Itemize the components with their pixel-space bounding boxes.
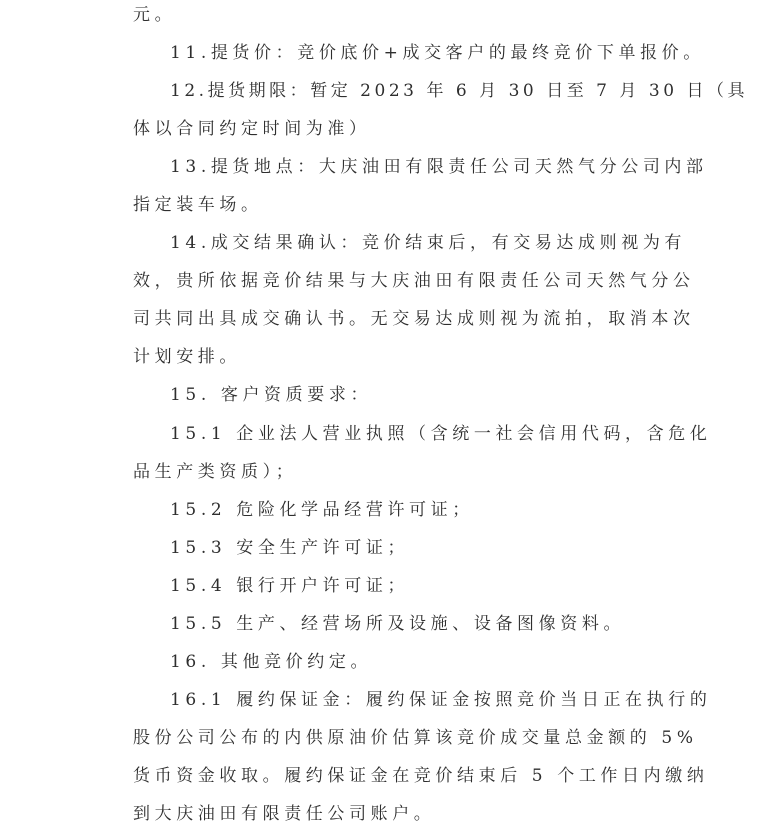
text-line-9: 司共同出具成交确认书。无交易达成则视为流拍，取消本次 [133,309,695,329]
text-line-5: 13.提货地点：大庆油田有限责任公司天然气分公司内部 [170,157,708,177]
text-line-22: 到大庆油田有限责任公司账户。 [133,804,436,824]
text-line-6: 指定装车场。 [133,195,263,215]
text-line-19: 16.1 履约保证金：履约保证金按照竞价当日正在执行的 [170,690,712,710]
text-line-16: 15.4 银行开户许可证； [170,576,410,596]
text-line-18: 16. 其他竞价约定。 [170,652,373,672]
text-line-3: 12.提货期限：暂定 2023 年 6 月 30 日至 7 月 30 日（具 [170,81,749,101]
text-line-15: 15.3 安全生产许可证； [170,538,410,558]
text-line-12: 15.1 企业法人营业执照（含统一社会信用代码，含危化 [170,424,712,444]
text-line-17: 15.5 生产、经营场所及设施、设备图像资料。 [170,614,626,634]
text-line-14: 15.2 危险化学品经营许可证； [170,500,474,520]
text-line-7: 14.成交结果确认：竞价结束后，有交易达成则视为有 [170,233,687,253]
text-line-10: 计划安排。 [133,347,241,367]
text-line-8: 效，贵所依据竞价结果与大庆油田有限责任公司天然气分公 [133,271,695,291]
text-line-1: 元。 [133,5,177,25]
text-line-4: 体以合同约定时间为准） [133,119,371,139]
text-line-20: 股份公司公布的内供原油价估算该竞价成交量总金额的 5% [133,728,698,748]
text-line-21: 货币资金收取。履约保证金在竞价结束后 5 个工作日内缴纳 [133,766,709,786]
text-line-2: 11.提货价：竞价底价+成交客户的最终竞价下单报价。 [170,43,705,63]
text-line-11: 15. 客户资质要求： [170,385,373,405]
text-line-13: 品生产类资质）； [133,462,298,482]
